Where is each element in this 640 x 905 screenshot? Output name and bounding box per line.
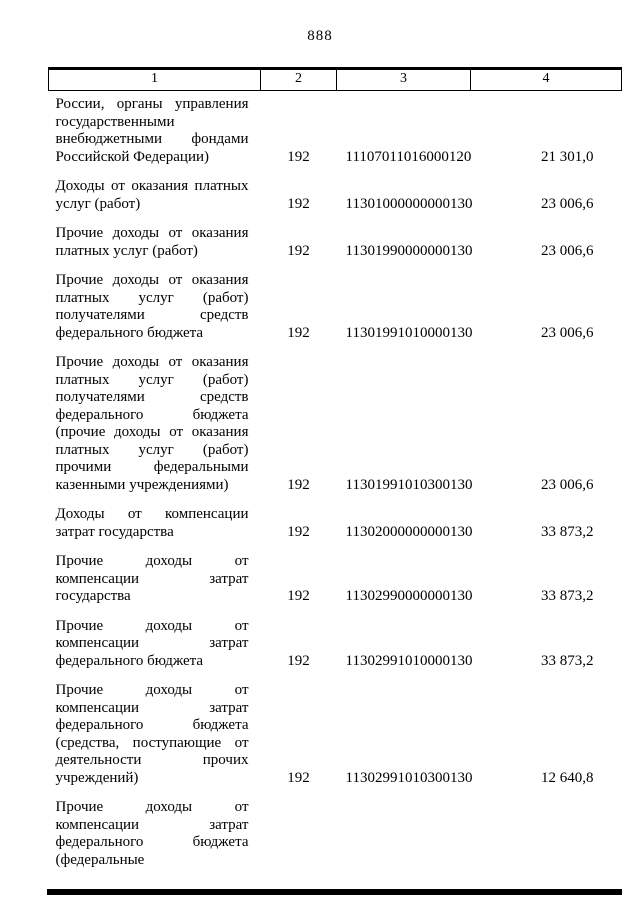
table-body (49, 91, 622, 870)
table-row (49, 260, 622, 342)
row-amount: 33 873,2 (541, 652, 594, 669)
row-admin-code: 192 (287, 476, 310, 493)
row-amount (471, 787, 622, 869)
table-row (49, 494, 622, 541)
row-amount: 23 006,6 (541, 324, 594, 341)
row-budget-code: 11301991010300130 (345, 476, 473, 493)
row-admin-code: 192 (287, 588, 310, 604)
row-admin-code: 192 (287, 195, 310, 212)
row-budget-code: 11302991010000130 (345, 652, 473, 669)
row-budget-code: 11302000000000130 (345, 523, 473, 540)
row-amount: 23 006,6 (541, 195, 594, 212)
row-name: Прочие доходы от компенсации затрат федерального бюджета (федеральные (55, 799, 249, 868)
row-admin-code: 192 (287, 652, 310, 669)
column-header-3: 3 (337, 69, 471, 91)
page-number: 888 (307, 28, 333, 44)
row-budget-code: 11301000000000130 (345, 195, 473, 212)
row-admin-code: 192 (287, 324, 310, 341)
column-header-1: 1 (49, 69, 261, 91)
row-name: Прочие доходы от оказания платных услуг (работ) (55, 225, 249, 259)
table-row (49, 213, 622, 260)
table-row (49, 541, 622, 606)
row-amount: 33 873,2 (541, 523, 594, 540)
table-row (49, 787, 622, 869)
row-name: России, органы управления государственными внебюджетными фондами Российской Федерации) (55, 96, 249, 165)
column-header-4: 4 (471, 69, 622, 91)
row-name: Прочие доходы от оказания платных услуг (работ) получателями средств федерального бюджета (прочие доходы от оказания платных услуг (работ) прочими федеральными казенными учреждениями) (55, 354, 249, 493)
table-bottom-border (47, 889, 622, 895)
row-budget-code: 11301991010000130 (345, 324, 473, 341)
row-budget-code: 11302990000000130 (345, 588, 473, 604)
column-header-2: 2 (261, 69, 337, 91)
row-admin-code: 192 (287, 523, 310, 540)
row-budget-code: 11301990000000130 (345, 242, 473, 259)
row-amount: 21 301,0 (541, 148, 594, 165)
table-header (49, 69, 622, 91)
row-amount: 23 006,6 (541, 242, 594, 259)
table-row (49, 342, 622, 494)
row-admin-code: 192 (287, 148, 310, 165)
table-row (49, 670, 622, 787)
row-admin-code: 192 (287, 242, 310, 259)
row-name: Доходы от оказания платных услуг (работ) (55, 178, 249, 212)
table-row (49, 166, 622, 213)
row-budget-code: 11107011016000120 (345, 148, 472, 165)
table-header-row (49, 69, 622, 91)
table-row (49, 91, 622, 167)
row-name: Доходы от компенсации затрат государства (55, 506, 249, 540)
row-name: Прочие доходы от компенсации затрат федерального бюджета (55, 617, 249, 669)
table-row (49, 606, 622, 671)
row-name: Прочие доходы от компенсации затрат государства (55, 553, 249, 604)
row-amount: 12 640,8 (541, 769, 594, 786)
budget-revenue-table (48, 67, 622, 869)
row-name: Прочие доходы от компенсации затрат федерального бюджета (средства, поступающие от деятельности прочих учреждений) (55, 682, 249, 786)
row-budget-code: 11302991010300130 (345, 769, 473, 786)
row-amount: 23 006,6 (541, 476, 594, 493)
row-admin-code: 192 (287, 769, 310, 786)
row-admin-code (261, 787, 337, 869)
row-budget-code (337, 787, 471, 869)
row-name: Прочие доходы от оказания платных услуг (работ) получателями средств федерального бюджета (55, 272, 249, 341)
row-amount: 33 873,2 (541, 588, 594, 604)
